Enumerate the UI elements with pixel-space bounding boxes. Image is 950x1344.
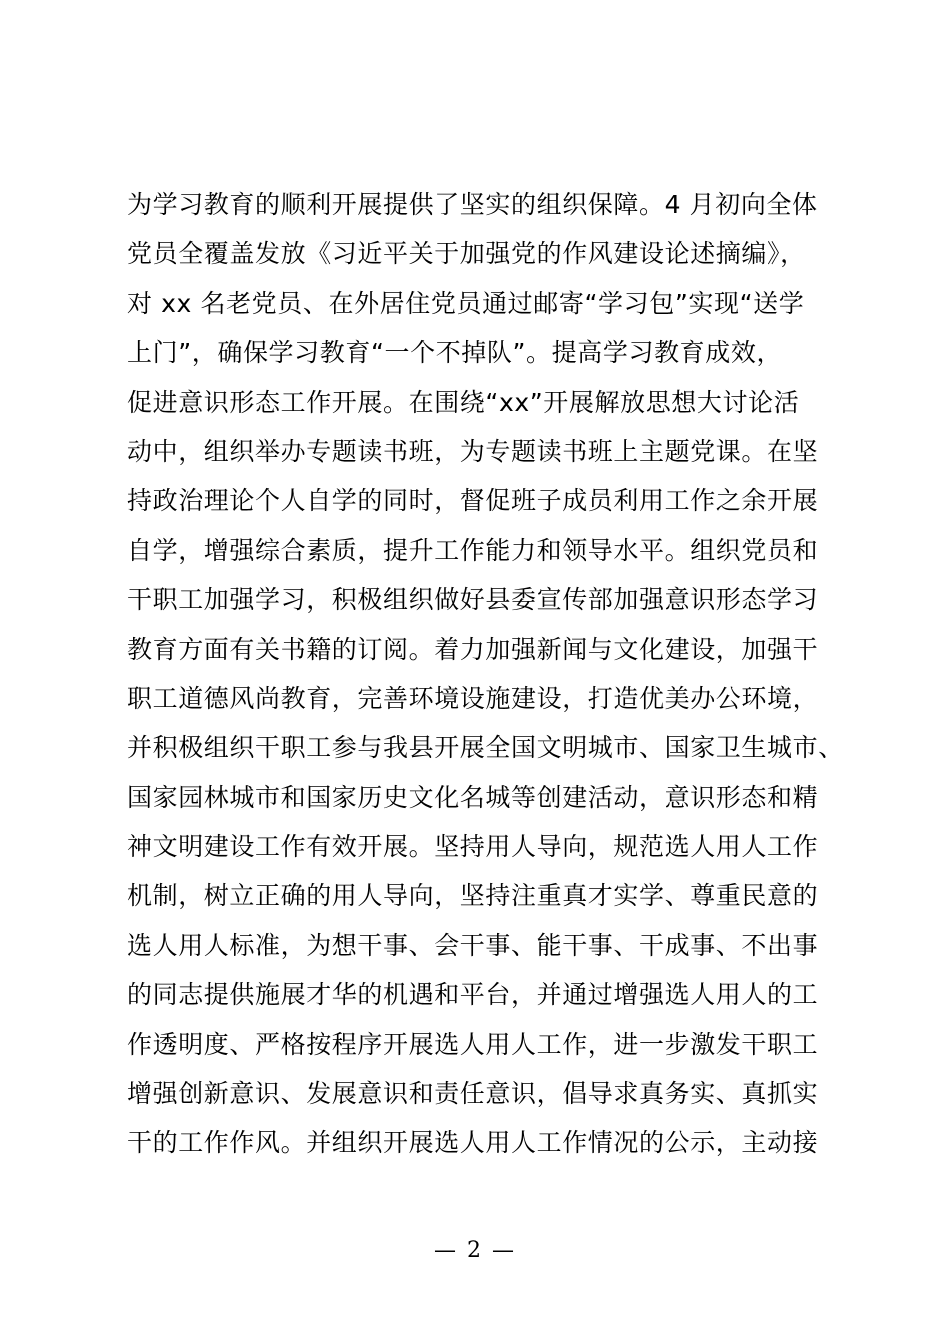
text-line: 持政治理论个人自学的同时，督促班子成员利用工作之余开展 [127, 486, 819, 516]
text-line: 增强创新意识、发展意识和责任意识，倡导求真务实、真抓实 [127, 1079, 819, 1109]
body-text [127, 180, 847, 1168]
text-line: 机制，树立正确的用人导向，坚持注重真才实学、尊重民意的 [127, 881, 819, 911]
text-line: 选人用人标准，为想干事、会干事、能干事、干成事、不出事 [127, 930, 819, 960]
text-line: 干职工加强学习，积极组织做好县委宣传部加强意识形态学习 [127, 585, 819, 615]
text-line: 神文明建设工作有效开展。坚持用人导向，规范选人用人工作 [127, 832, 819, 862]
text-line: 对 xx 名老党员、在外居住党员通过邮寄“学习包”实现“送学 [127, 288, 805, 318]
text-line: 党员全覆盖发放《习近平关于加强党的作风建设论述摘编》， [127, 239, 806, 269]
text-line: 职工道德风尚教育，完善环境设施建设，打造优美办公环境， [127, 683, 819, 713]
text-line: 国家园林城市和国家历史文化名城等创建活动，意识形态和精 [127, 782, 819, 812]
text-line: 为学习教育的顺利开展提供了坚实的组织保障。4 月初向全体 [127, 190, 818, 219]
text-line: 动中，组织举办专题读书班，为专题读书班上主题党课。在坚 [127, 436, 819, 466]
text-line: 促进意识形态工作开展。在围绕“xx”开展解放思想大讨论活 [127, 387, 800, 417]
text-line: 上门”，确保学习教育“一个不掉队”。提高学习教育成效， [127, 338, 783, 368]
text-line: 作透明度、严格按程序开展选人用人工作，进一步激发干职工 [127, 1029, 819, 1059]
text-line: 干的工作作风。并组织开展选人用人工作情况的公示，主动接 [127, 1128, 819, 1158]
text-line: 的同志提供施展才华的机遇和平台，并通过增强选人用人的工 [127, 980, 819, 1010]
page-number: — 2 — [434, 1238, 516, 1263]
text-line: 教育方面有关书籍的订阅。着力加强新闻与文化建设，加强干 [127, 634, 819, 664]
text-line: 自学，增强综合素质，提升工作能力和领导水平。组织党员和 [127, 535, 819, 565]
text-line: 并积极组织干职工参与我县开展全国文明城市、国家卫生城市、 [127, 733, 844, 763]
